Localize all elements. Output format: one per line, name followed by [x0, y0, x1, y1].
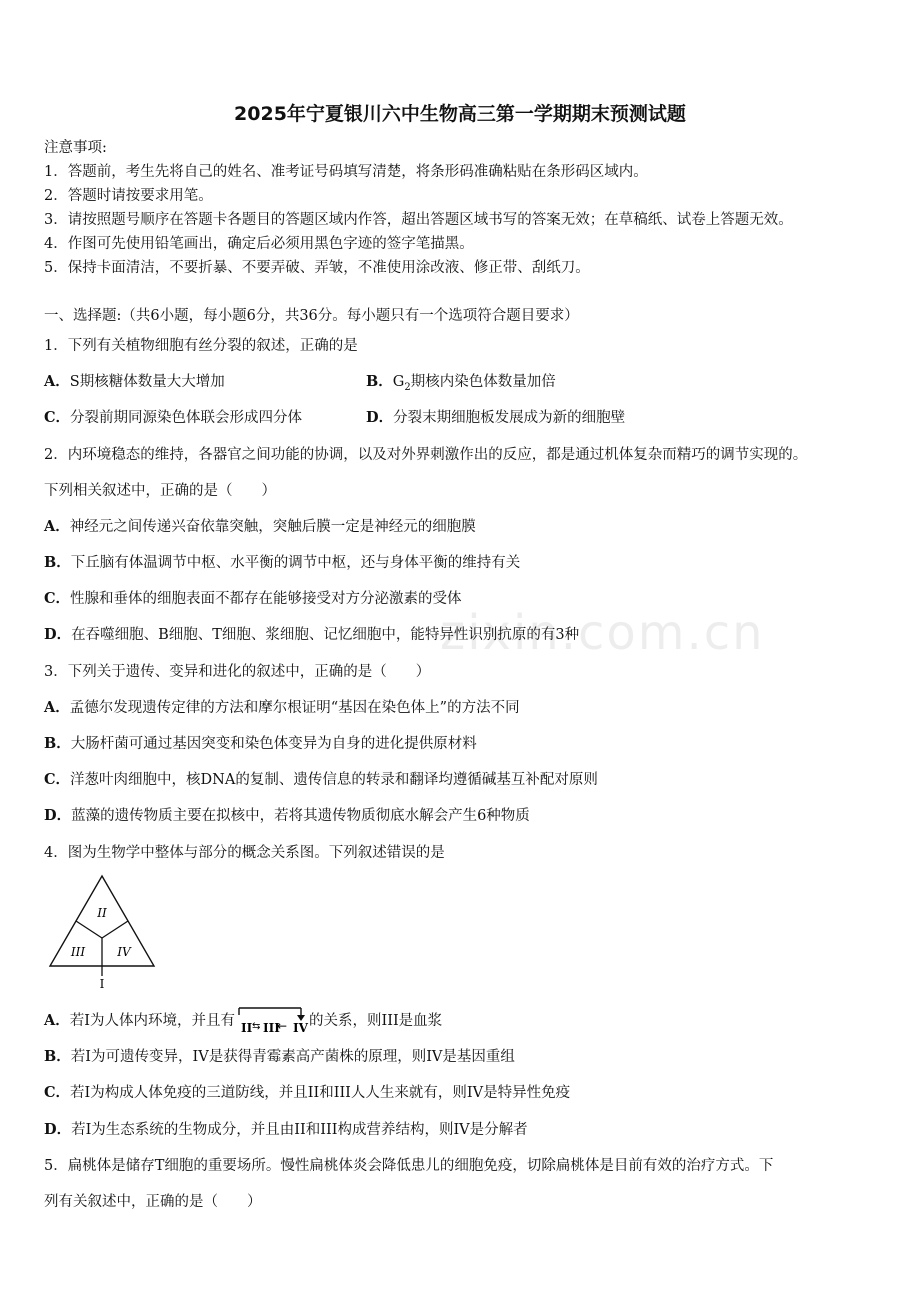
q1-option-d [366, 408, 625, 428]
relationship-flow-diagram [235, 1003, 309, 1035]
q4-option-d [44, 1120, 528, 1140]
notice-item: 4．作图可先使用铅笔画出，确定后必须用黑色字迹的签字笔描黑。 [44, 236, 474, 252]
option-label: C． [44, 590, 71, 607]
q1-option-b [366, 372, 556, 398]
option-label: A． [44, 699, 70, 716]
option-text: 的关系，则III是血浆 [309, 1013, 443, 1029]
q4-option-b [44, 1047, 515, 1067]
option-label: C． [44, 771, 71, 788]
option-label: B． [44, 554, 71, 571]
option-label: D． [366, 409, 394, 426]
option-label: D． [44, 1121, 72, 1138]
region-label-ii: II [97, 906, 107, 920]
notice-item: 1．答题前，考生先将自己的姓名、准考证号码填写清楚，将条形码准确粘贴在条形码区域内。 [44, 164, 648, 180]
question-5-stem-cont: 列有关叙述中，正确的是（ ） [44, 1194, 262, 1210]
q2-option-a [44, 517, 476, 537]
question-2-stem: 2．内环境稳态的维持，各器官之间功能的协调，以及对外界刺激作出的反应，都是通过机体复杂而精巧的调节实现的。 [44, 447, 808, 463]
option-text: 期核内染色体数量加倍 [410, 374, 556, 390]
region-label-iv: IV [117, 945, 131, 959]
option-label: B． [44, 1048, 71, 1065]
notice-item: 2．答题时请按要求用笔。 [44, 188, 213, 204]
whole-label-i: I [99, 977, 105, 990]
q1-option-c [44, 408, 302, 428]
q3-option-b [44, 734, 477, 754]
question-4-stem: 4．图为生物学中整体与部分的概念关系图。下列叙述错误的是 [44, 845, 445, 861]
node-iv: IV [293, 1021, 308, 1035]
left-arrow-icon: ← [277, 1019, 288, 1033]
notice-item: 3．请按照题号顺序在答题卡各题目的答题区域内作答，超出答题区域书写的答案无效；在草稿纸、试卷上答题无效。 [44, 212, 793, 228]
option-text: 若I为人体内环境，并且有 [69, 1013, 235, 1029]
q1-option-a [44, 372, 225, 392]
page-title: 2025年宁夏银川六中生物高三第一学期期末预测试题 [234, 103, 686, 125]
q2-option-b [44, 553, 520, 573]
question-1-stem: 1．下列有关植物细胞有丝分裂的叙述，正确的是 [44, 338, 358, 354]
q3-option-a [44, 698, 520, 718]
q3-option-c [44, 770, 598, 790]
q2-option-d [44, 625, 579, 645]
option-text: 若I为可遗传变异，IV是获得青霉素高产菌株的原理，则IV是基因重组 [70, 1049, 515, 1065]
q4-option-a [44, 1005, 442, 1037]
option-label: A． [44, 1012, 70, 1029]
option-label: B． [44, 735, 71, 752]
watermark: zixin.com.cn [440, 605, 765, 661]
section-heading: 一、选择题:（共6小题，每小题6分，共36分。每小题只有一个选项符合题目要求） [44, 308, 579, 324]
option-text: 若I为生态系统的生物成分，并且由II和III构成营养结构，则IV是分解者 [71, 1122, 528, 1138]
notice-item: 5．保持卡面清洁，不要折暴、不要弄破、弄皱，不准使用涂改液、修正带、刮纸刀。 [44, 260, 590, 276]
region-label-iii: III [70, 945, 86, 959]
option-text: 性腺和垂体的细胞表面不都存在能够接受对方分泌激素的受体 [70, 591, 462, 607]
option-text: 分裂前期同源染色体联会形成四分体 [70, 410, 303, 426]
option-text: 大肠杆菌可通过基因突变和染色体变异为自身的进化提供原材料 [70, 736, 477, 752]
option-label: A． [44, 373, 70, 390]
divider-line [76, 921, 102, 938]
option-text: 洋葱叶肉细胞中，核DNA的复制、遗传信息的转录和翻译均遵循碱基互补配对原则 [70, 772, 598, 788]
q2-option-c [44, 589, 462, 609]
concept-triangle-diagram [46, 872, 158, 990]
option-text: 下丘脑有体温调节中枢、水平衡的调节中枢，还与身体平衡的维持有关 [70, 555, 521, 571]
node-iii: III [263, 1021, 280, 1035]
option-label: A． [44, 518, 70, 535]
option-text: 分裂末期细胞板发展成为新的细胞壁 [393, 410, 626, 426]
question-3-stem: 3．下列关于遗传、变异和进化的叙述中，正确的是（ ） [44, 664, 431, 680]
option-label: D． [44, 626, 72, 643]
subscript: 2 [404, 381, 411, 393]
option-label: C． [44, 1084, 71, 1101]
option-label: C． [44, 409, 71, 426]
q3-option-d [44, 806, 530, 826]
q4-option-c [44, 1083, 570, 1103]
option-text: 孟德尔发现遗传定律的方法和摩尔根证明“基因在染色体上”的方法不同 [69, 700, 520, 716]
option-text: 若I为构成人体免疫的三道防线，并且II和III人人生来就有，则IV是特异性免疫 [70, 1085, 571, 1101]
double-arrow-icon: ⇆ [252, 1021, 261, 1032]
divider-line [102, 921, 128, 938]
option-text: 在吞噬细胞、B细胞、T细胞、浆细胞、记忆细胞中，能特异性识别抗原的有3种 [71, 627, 580, 643]
node-ii: II [241, 1021, 253, 1035]
option-text: 蓝藻的遗传物质主要在拟核中，若将其遗传物质彻底水解会产生6种物质 [71, 808, 530, 824]
option-text: 神经元之间传递兴奋依靠突触，突触后膜一定是神经元的细胞膜 [69, 519, 476, 535]
question-2-stem-cont: 下列相关叙述中，正确的是（ ） [44, 483, 276, 499]
option-label: D． [44, 807, 72, 824]
question-5-stem: 5．扁桃体是储存T细胞的重要场所。慢性扁桃体炎会降低患儿的细胞免疫，切除扁桃体是目前有效的治疗方式。下 [44, 1158, 774, 1174]
option-text: S期核糖体数量大大增加 [69, 374, 225, 390]
notice-heading: 注意事项: [44, 140, 107, 156]
option-label: B． [366, 373, 393, 390]
option-text: G [392, 374, 405, 390]
